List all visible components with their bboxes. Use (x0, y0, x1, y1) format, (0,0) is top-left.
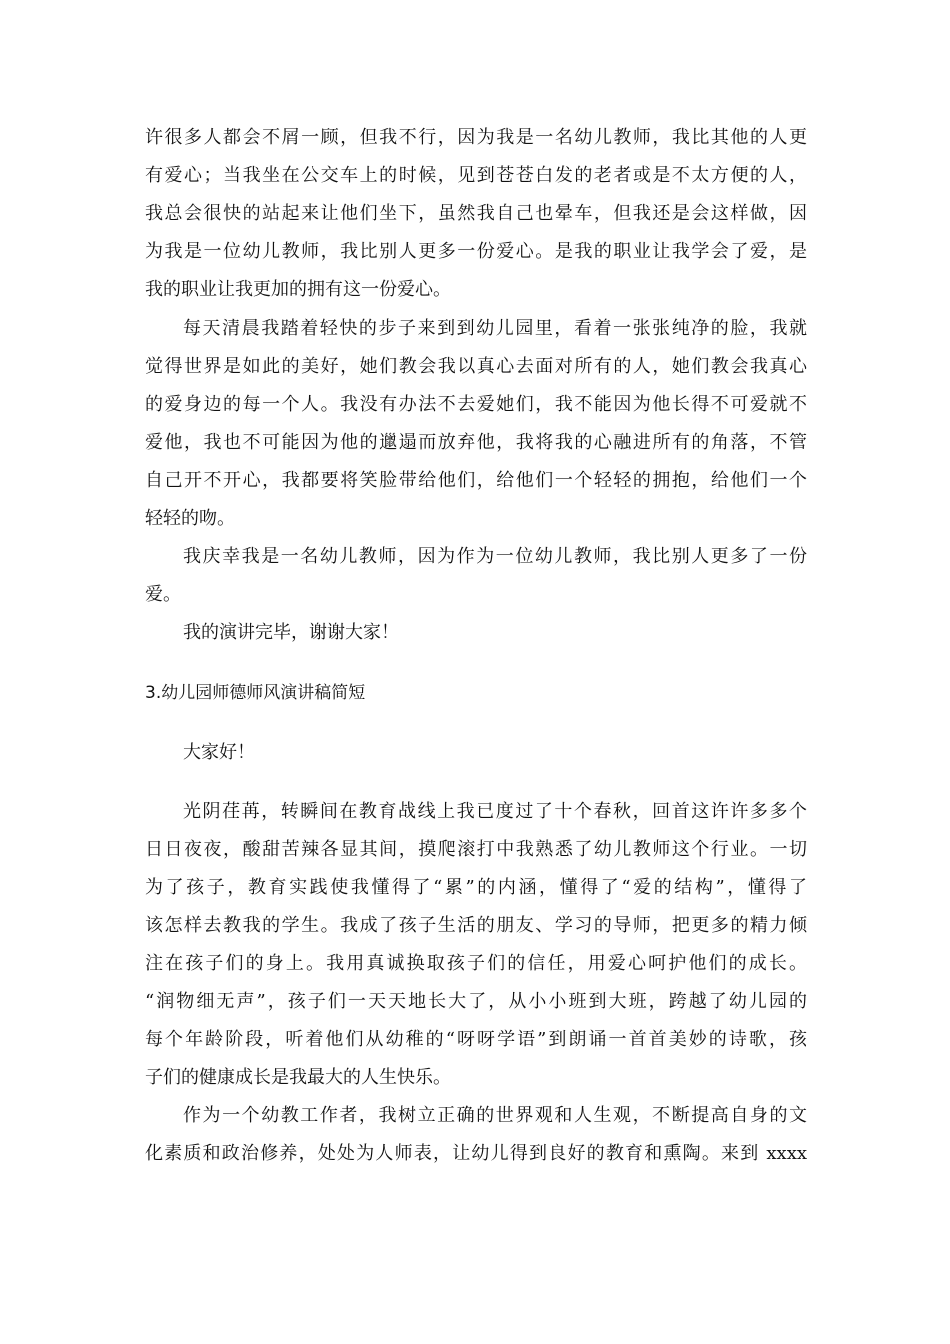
paragraph-5-line-3: 为了孩子，教育实践使我懂得了“累”的内涵，懂得了“爱的结构”，懂得了 (145, 877, 807, 898)
paragraph-6-line-1: 作为一个幼教工作者，我树立正确的世界观和人生观，不断提高自身的文 (183, 1105, 807, 1126)
paragraph-1-line-2: 有爱心；当我坐在公交车上的时候，见到苍苍白发的老者或是不太方便的人， (145, 165, 807, 186)
paragraph-2-line-2: 觉得世界是如此的美好，她们教会我以真心去面对所有的人，她们教会我真心 (145, 356, 807, 377)
paragraph-5-line-5: 注在孩子们的身上。我用真诚换取孩子们的信任，用爱心呵护他们的成长。 (145, 953, 807, 974)
paragraph-5-line-7: 每个年龄阶段，听着他们从幼稚的“呀呀学语”到朗诵一首首美妙的诗歌，孩 (145, 1029, 807, 1050)
paragraph-2-line-6: 轻轻的吻。 (145, 508, 235, 529)
paragraph-2-line-5: 自己开不开心，我都要将笑脸带给他们，给他们一个轻轻的拥抱，给他们一个 (145, 470, 807, 491)
paragraph-3-line-1: 我庆幸我是一名幼儿教师，因为作为一位幼儿教师，我比别人更多了一份 (183, 546, 807, 567)
closing-line: 我的演讲完毕，谢谢大家！ (183, 622, 399, 643)
paragraph-2-line-1: 每天清晨我踏着轻快的步子来到到幼儿园里，看着一张张纯净的脸，我就 (183, 318, 807, 339)
paragraph-5-line-8: 子们的健康成长是我最大的人生快乐。 (145, 1067, 451, 1088)
paragraph-2-line-4: 爱他，我也不可能因为他的邋遢而放弃他，我将我的心融进所有的角落，不管 (145, 432, 807, 453)
paragraph-5-line-6: “润物细无声”，孩子们一天天地长大了，从小小班到大班，跨越了幼儿园的 (145, 991, 807, 1012)
paragraph-3-line-2: 爱。 (145, 584, 181, 605)
paragraph-1-line-4: 为我是一位幼儿教师，我比别人更多一份爱心。是我的职业让我学会了爱，是 (145, 241, 807, 262)
paragraph-2-line-3: 的爱身边的每一个人。我没有办法不去爱她们，我不能因为他长得不可爱就不 (145, 394, 807, 415)
paragraph-1-line-5: 我的职业让我更加的拥有这一份爱心。 (145, 279, 451, 300)
paragraph-5-line-1: 光阴荏苒，转瞬间在教育战线上我已度过了十个春秋，回首这许许多多个 (183, 801, 807, 822)
paragraph-1-line-3: 我总会很快的站起来让他们坐下，虽然我自己也晕车，但我还是会这样做，因 (145, 203, 807, 224)
paragraph-1-line-1: 许很多人都会不屑一顾，但我不行，因为我是一名幼儿教师，我比其他的人更 (145, 127, 807, 148)
section-heading: 3.幼儿园师德师风演讲稿简短 (145, 683, 366, 703)
paragraph-5-line-2: 日日夜夜，酸甜苦辣各显其间，摸爬滚打中我熟悉了幼儿教师这个行业。一切 (145, 839, 807, 860)
greeting: 大家好！ (183, 742, 255, 763)
paragraph-5-line-4: 该怎样去教我的学生。我成了孩子生活的朋友、学习的导师，把更多的精力倾 (145, 915, 807, 936)
paragraph-6-line-2: 化素质和政治修养，处处为人师表，让幼儿得到良好的教育和熏陶。来到 xxxx (145, 1143, 807, 1164)
